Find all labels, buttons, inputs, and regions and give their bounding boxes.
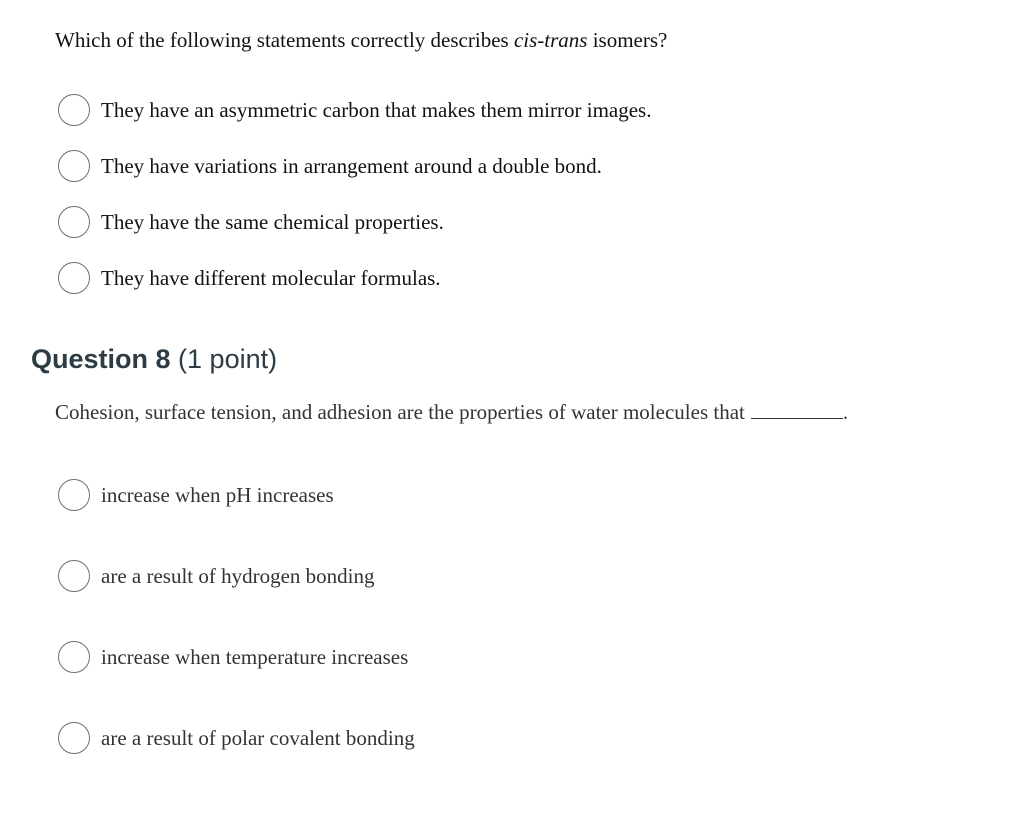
radio-button[interactable]	[58, 206, 90, 238]
option-label: increase when pH increases	[101, 483, 334, 507]
option-label: They have the same chemical properties.	[101, 210, 444, 234]
question-points: (1 point)	[178, 344, 278, 374]
option-label: They have different molecular formulas.	[101, 266, 441, 290]
question-8-option-3[interactable]	[58, 640, 408, 674]
radio-button[interactable]	[58, 150, 90, 182]
question-7-stem	[55, 27, 667, 53]
option-label: are a result of polar covalent bonding	[101, 726, 415, 750]
question-7-option-2[interactable]	[58, 149, 602, 183]
question-8-option-1[interactable]	[58, 478, 334, 512]
question-8-stem-text: Cohesion, surface tension, and adhesion are the properties of water molecules that	[55, 400, 745, 424]
question-7-stem-end: isomers?	[587, 28, 668, 52]
question-8-option-4[interactable]	[58, 721, 415, 755]
question-7-option-1[interactable]	[58, 93, 651, 127]
radio-button[interactable]	[58, 262, 90, 294]
question-8-stem	[55, 399, 848, 425]
radio-button[interactable]	[58, 560, 90, 592]
question-8-stem-end: .	[842, 400, 849, 424]
fill-in-blank-line	[751, 400, 843, 419]
radio-button[interactable]	[58, 479, 90, 511]
question-8-option-2[interactable]	[58, 559, 375, 593]
option-label: increase when temperature increases	[101, 645, 409, 669]
question-7-option-3[interactable]	[58, 205, 444, 239]
option-label: are a result of hydrogen bonding	[101, 564, 375, 588]
question-number: Question 8	[31, 344, 171, 374]
question-7-option-4[interactable]	[58, 261, 441, 295]
radio-button[interactable]	[58, 722, 90, 754]
question-8-heading	[31, 342, 277, 376]
question-7-stem-text: Which of the following statements correctly describes	[55, 28, 514, 52]
radio-button[interactable]	[58, 641, 90, 673]
option-label: They have variations in arrangement around a double bond.	[101, 154, 602, 178]
option-label: They have an asymmetric carbon that makes them mirror images.	[101, 98, 652, 122]
question-7-stem-italic: cis-trans	[513, 28, 588, 52]
radio-button[interactable]	[58, 94, 90, 126]
